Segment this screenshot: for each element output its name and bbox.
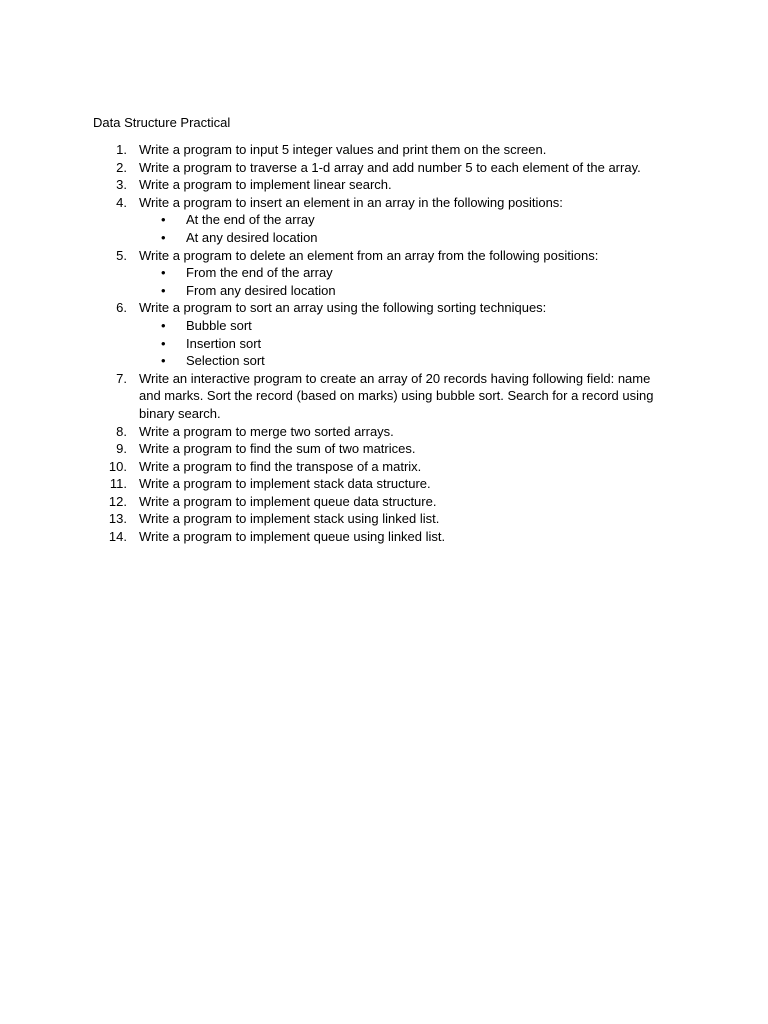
list-item-text: Write a program to implement queue data structure.	[139, 493, 437, 509]
sub-list-item-text: At any desired location	[186, 229, 318, 245]
bullet-icon: •	[161, 353, 166, 369]
list-item	[0, 458, 768, 476]
sub-list-item	[139, 352, 668, 370]
sub-list-item	[139, 229, 668, 247]
list-item-text: Write a program to find the sum of two matrices.	[139, 441, 416, 457]
list-item-number: 7.	[116, 370, 127, 386]
bullet-icon: •	[161, 212, 166, 228]
list-item	[0, 510, 768, 528]
list-item-number: 9.	[116, 441, 127, 457]
list-item	[0, 194, 768, 247]
list-item	[0, 141, 768, 159]
list-item-number: 3.	[116, 177, 127, 193]
sub-list-item	[139, 335, 668, 353]
list-item-number: 14.	[108, 529, 127, 545]
list-item-number: 10.	[108, 458, 127, 474]
list-item-text: Write a program to implement stack data structure.	[139, 476, 431, 492]
sub-list	[139, 317, 668, 370]
sub-list-item	[139, 264, 668, 282]
list-item-text: Write a program to delete an element from an array from the following positions:	[139, 247, 599, 263]
list-item	[0, 176, 768, 194]
list-item-text: Write a program to sort an array using the following sorting techniques:	[139, 300, 547, 316]
list-item	[0, 528, 768, 546]
list-item-number: 6.	[116, 300, 127, 316]
list-item-text: Write a program to input 5 integer values and print them on the screen.	[139, 142, 547, 157]
sub-list-item	[139, 282, 668, 300]
sub-list-item-text: At the end of the array	[186, 212, 315, 228]
list-item	[0, 159, 768, 177]
list-item-text: Write a program to implement queue using linked list.	[139, 529, 446, 545]
list-item-text: Write a program to find the transpose of a matrix.	[139, 458, 422, 474]
list-item-number: 13.	[108, 511, 127, 527]
list-item-number: 5.	[116, 247, 127, 263]
sub-list-item-text: Bubble sort	[186, 317, 252, 333]
bullet-icon: •	[161, 265, 166, 281]
list-item	[0, 475, 768, 493]
list-item-text: Write a program to traverse a 1-d array and add number 5 to each element of the array.	[139, 159, 641, 175]
sub-list	[139, 264, 668, 299]
list-item-number: 4.	[116, 194, 127, 210]
sub-list-item	[139, 211, 668, 229]
sub-list	[139, 211, 668, 246]
list-item	[0, 493, 768, 511]
list-item-text: Write a program to insert an element in an array in the following positions:	[139, 194, 563, 210]
list-item-number: 1.	[116, 142, 127, 157]
list-item-number: 2.	[116, 159, 127, 175]
list-item	[0, 440, 768, 458]
sub-list-item	[139, 317, 668, 335]
bullet-icon: •	[161, 317, 166, 333]
list-item	[0, 423, 768, 441]
practical-task-list	[0, 141, 768, 546]
list-item-number: 11.	[109, 476, 127, 492]
list-item-text: Write a program to merge two sorted arrays.	[139, 423, 394, 439]
bullet-icon: •	[161, 229, 166, 245]
document-title: Data Structure Practical	[93, 115, 231, 130]
list-item-text: Write an interactive program to create an array of 20 records having following field: name and marks. Sort the record (based on marks) using bubble sort. Search for a record using binary search.	[139, 370, 654, 421]
list-item-text: Write a program to implement linear search.	[139, 177, 392, 193]
bullet-icon: •	[161, 282, 166, 298]
sub-list-item-text: Insertion sort	[186, 335, 262, 351]
list-item	[0, 299, 768, 369]
list-item-text: Write a program to implement stack using linked list.	[139, 511, 440, 527]
sub-list-item-text: From any desired location	[186, 282, 336, 298]
list-item	[0, 247, 768, 300]
sub-list-item-text: From the end of the array	[186, 265, 333, 281]
sub-list-item-text: Selection sort	[186, 353, 265, 369]
bullet-icon: •	[161, 335, 166, 351]
list-item	[0, 370, 768, 423]
list-item-number: 8.	[116, 423, 127, 439]
list-item-number: 12.	[108, 493, 127, 509]
